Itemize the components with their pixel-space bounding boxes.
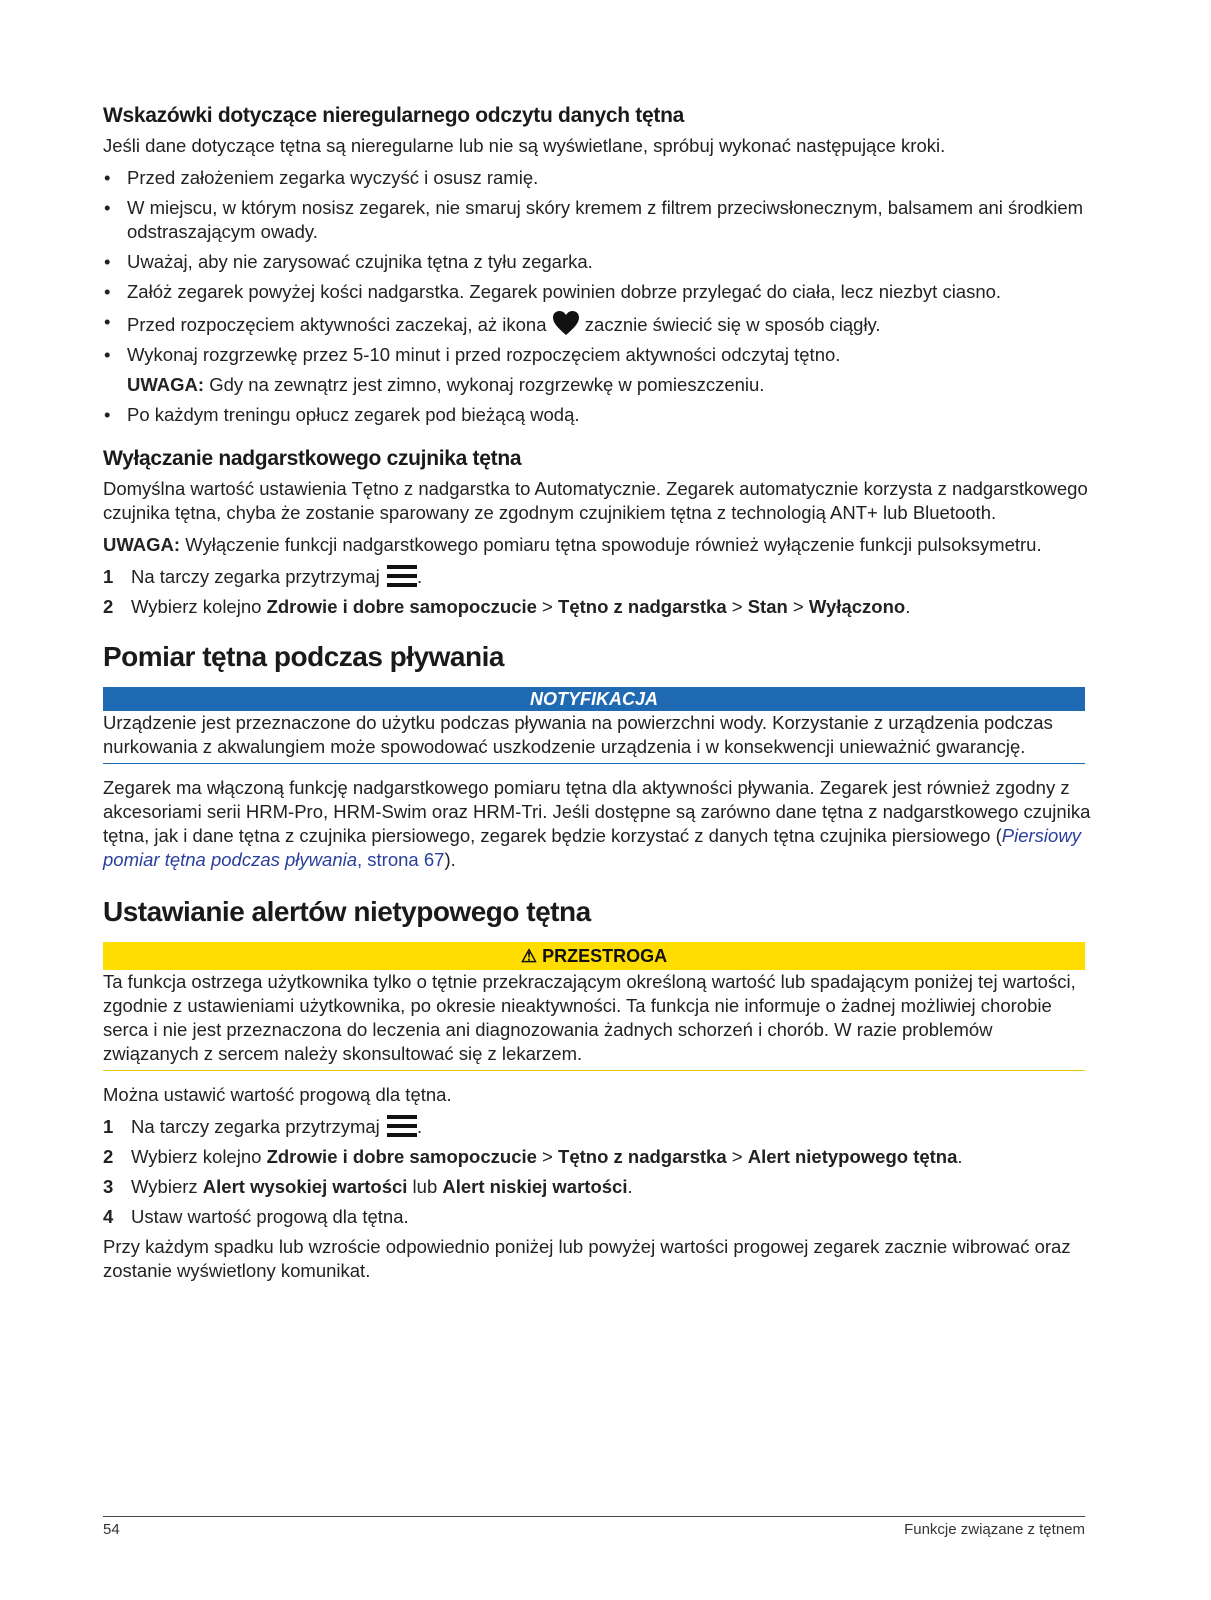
step-item: 4 Ustaw wartość progową dla tętna. xyxy=(103,1206,409,1227)
bullet: • xyxy=(104,404,111,425)
menu-icon xyxy=(387,1115,417,1137)
page-footer xyxy=(103,1516,1085,1538)
warning-icon: ⚠ xyxy=(520,946,538,966)
bullet: • xyxy=(104,344,111,365)
menu-icon xyxy=(387,565,417,587)
steps-list xyxy=(103,565,1103,619)
note-label: UWAGA: xyxy=(103,534,181,555)
step-item: 1 Na tarczy zegarka przytrzymaj . xyxy=(103,566,423,587)
heart-icon xyxy=(552,310,580,336)
section-title-alerts: Ustawianie alertów nietypowego tętna xyxy=(103,896,591,927)
note-label: UWAGA: xyxy=(127,374,205,395)
step-item: 1 Na tarczy zegarka przytrzymaj . xyxy=(103,1116,423,1137)
list-item: • Uważaj, aby nie zarysować czujnika tętna z tyłu zegarka. xyxy=(104,251,593,272)
bullet: • xyxy=(104,311,111,332)
page-content xyxy=(103,104,1103,1291)
bullet: • xyxy=(104,251,111,272)
section-paragraph: Przy każdym spadku lub wzroście odpowiednio poniżej lub powyżej wartości progowej zegarek zacznie wibrować oraz zostanie wyświetlony komunikat. xyxy=(103,1236,1071,1281)
section-title-disable-sensor: Wyłączanie nadgarstkowego czujnika tętna xyxy=(103,447,522,470)
tips-list-cont xyxy=(103,403,1103,427)
list-item: • Przed rozpoczęciem aktywności zaczekaj, aż ikona zacznie świecić się w sposób ciągły. xyxy=(104,311,881,335)
step-item: 3 Wybierz Alert wysokiej wartości lub Alert niskiej wartości. xyxy=(103,1176,633,1197)
list-item: • Przed założeniem zegarka wyczyść i osusz ramię. xyxy=(104,167,539,188)
section-title-swimming: Pomiar tętna podczas pływania xyxy=(103,641,504,672)
caution-banner: ⚠ PRZESTROGA xyxy=(103,942,1085,970)
page-link[interactable]: Piersiowy pomiar tętna podczas pływania, strona 67 xyxy=(103,825,1081,870)
note: UWAGA: Gdy na zewnątrz jest zimno, wykonaj rozgrzewkę w pomieszczeniu. xyxy=(127,374,765,395)
section-intro: Jeśli dane dotyczące tętna są nieregularne lub nie są wyświetlane, spróbuj wykonać następujące kroki. xyxy=(103,135,946,156)
list-item: • Załóż zegarek powyżej kości nadgarstka. Zegarek powinien dobrze przylegać do ciała, lecz niezbyt ciasno. xyxy=(104,281,1002,302)
section-title-irregular-hr: Wskazówki dotyczące nieregularnego odczytu danych tętna xyxy=(103,104,684,127)
list-item: • Po każdym treningu opłucz zegarek pod bieżącą wodą. xyxy=(104,404,580,425)
note: UWAGA: Wyłączenie funkcji nadgarstkowego pomiaru tętna spowoduje również wyłączenie funkcji pulsoksymetru. xyxy=(103,534,1042,555)
section-paragraph: Zegarek ma włączoną funkcję nadgarstkowego pomiaru tętna dla aktywności pływania. Zegarek jest również zgodny z akcesoriami serii HRM-Pro, HRM-Swim oraz HRM-Tri. Jeśli dostępne są zarówno dane tętna z nadgarstkowego czujnika tętna, jak i dane tętna z czujnika piersiowego, zegarek będzie korzystać z danych tętna czujnika piersiowego (Piersiowy pomiar tętna podczas pływania, strona 67). xyxy=(103,777,1091,870)
section-paragraph: Można ustawić wartość progową dla tętna. xyxy=(103,1084,452,1105)
bullet: • xyxy=(104,167,111,188)
caution-text: Ta funkcja ostrzega użytkownika tylko o tętnie przekraczającym określoną wartość lub spadającym poniżej tej wartości, zgodnie z ustawieniami użytkownika, po okresie nieaktywności. Ta funkcja nie informuje o żadnej możliwiej chorobie serca i nie jest przeznaczona do leczenia ani diagnozowania żadnych schorzeń i chorób. W razie problemów związanych z sercem należy skonsultować się z lekarzem. xyxy=(103,970,1085,1071)
notice-text: Urządzenie jest przeznaczone do użytku podczas pływania na powierzchni wody. Korzystanie z urządzenia podczas nurkowania z akwalungiem może spowodować uszkodzenie urządzenia i w konsekwencji unieważnić gwarancję. xyxy=(103,711,1085,764)
section-paragraph: Domyślna wartość ustawienia Tętno z nadgarstka to Automatycznie. Zegarek automatycznie korzysta z nadgarstkowego czujnika tętna, chyba że zostanie sparowany ze zgodnym czujnikiem tętna z technologią ANT+ lub Bluetooth. xyxy=(103,478,1088,523)
tips-list xyxy=(103,166,1103,367)
step-item: 2 Wybierz kolejno Zdrowie i dobre samopoczucie > Tętno z nadgarstka > Stan > Wyłączono. xyxy=(103,596,911,617)
list-item: • W miejscu, w którym nosisz zegarek, nie smaruj skóry kremem z filtrem przeciwsłonecznym, balsamem ani środkiem odstraszającym owady. xyxy=(104,197,1084,242)
notice-banner: NOTYFIKACJA xyxy=(103,687,1085,711)
steps-list xyxy=(103,1115,1103,1229)
chapter-title: Funkcje związane z tętnem xyxy=(904,1521,1085,1538)
page-number: 54 xyxy=(103,1521,120,1538)
bullet: • xyxy=(104,197,111,218)
step-item: 2 Wybierz kolejno Zdrowie i dobre samopoczucie > Tętno z nadgarstka > Alert nietypowego tętna. xyxy=(103,1146,963,1167)
list-item: • Wykonaj rozgrzewkę przez 5-10 minut i przed rozpoczęciem aktywności odczytaj tętno. xyxy=(104,344,841,365)
bullet: • xyxy=(104,281,111,302)
